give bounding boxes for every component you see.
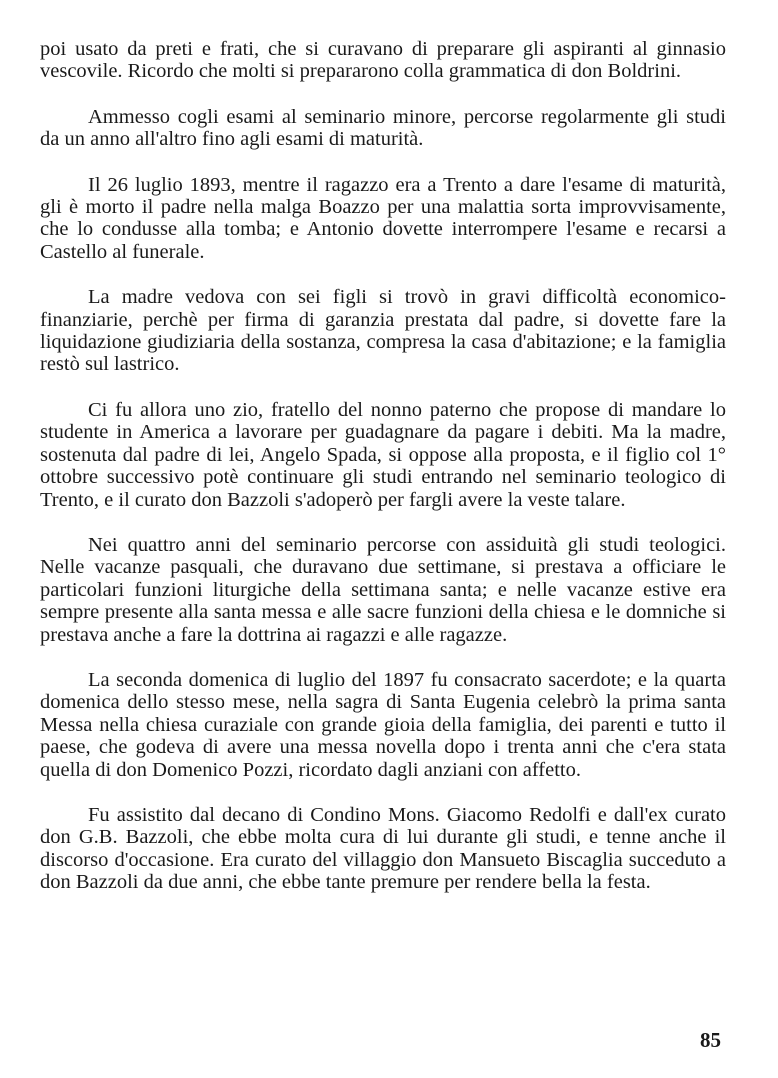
paragraph-7: La seconda domenica di luglio del 1897 fu consacrato sacerdote; e la quarta domenica dello stesso mese, nella sagra di Santa Eugenia celebrò la prima santa Messa nella chiesa curaziale con grande gioia della famiglia, dei parenti e tutto il paese, che godeva di avere una messa novella dopo i trenta anni che c'era stata quella di don Domenico Pozzi, ricordato dagli anziani con affetto. — [40, 668, 726, 781]
paragraph-8: Fu assistito dal decano di Condino Mons. Giacomo Redolfi e dall'ex curato don G.B. Bazzoli, che ebbe molta cura di lui durante gli studi, e tenne anche il discorso d'occasione. Era curato del villaggio don Mansueto Biscaglia succeduto a don Bazzoli da due anni, che ebbe tante premure per rendere bella la festa. — [40, 803, 726, 894]
paragraph-4: La madre vedova con sei figli si trovò in gravi difficoltà economico-finanziarie, perchè per firma di garanzia prestata dal padre, si dovette fare la liquidazione giudiziaria della sostanza, compresa la casa d'abitazione; e la famiglia restò sul lastrico. — [40, 286, 726, 376]
paragraph-3: Il 26 luglio 1893, mentre il ragazzo era a Trento a dare l'esame di maturità, gli è morto il padre nella malga Boazzo per una malattia sorta improvvisamente, che lo condusse alla tomba; e Antonio dovette interrompere l'esame e recarsi a Castello al funerale. — [40, 173, 726, 263]
paragraph-1: poi usato da preti e frati, che si curavano di preparare gli aspiranti al ginnasio vescovile. Ricordo che molti si prepararono colla grammatica di don Boldrini. — [40, 38, 726, 83]
paragraph-5: Ci fu allora uno zio, fratello del nonno paterno che propose di mandare lo studente in America a lavorare per guadagnare da pagare i debiti. Ma la madre, sostenuta dal padre di lei, Angelo Spada, si oppose alla proposta, e il figlio col 1° ottobre successivo potè continuare gli studi entrando nel seminario teologico di Trento, e il curato don Bazzoli s'adoperò per fargli avere la veste talare. — [40, 398, 726, 511]
paragraph-2: Ammesso cogli esami al seminario minore, percorse regolarmente gli studi da un anno all'altro fino agli esami di maturità. — [40, 105, 726, 151]
paragraph-6: Nei quattro anni del seminario percorse con assiduità gli studi teologici. Nelle vacanze pasquali, che duravano due settimane, si prestava a officiare le particolari funzioni liturgiche della settimana santa; e nelle vacanze estive era sempre presente alla santa messa e alle sacre funzioni della chiesa e le domniche si prestava anche a fare la dottrina ai ragazzi e alle ragazze. — [40, 533, 726, 646]
page-number: 85 — [700, 1028, 721, 1052]
